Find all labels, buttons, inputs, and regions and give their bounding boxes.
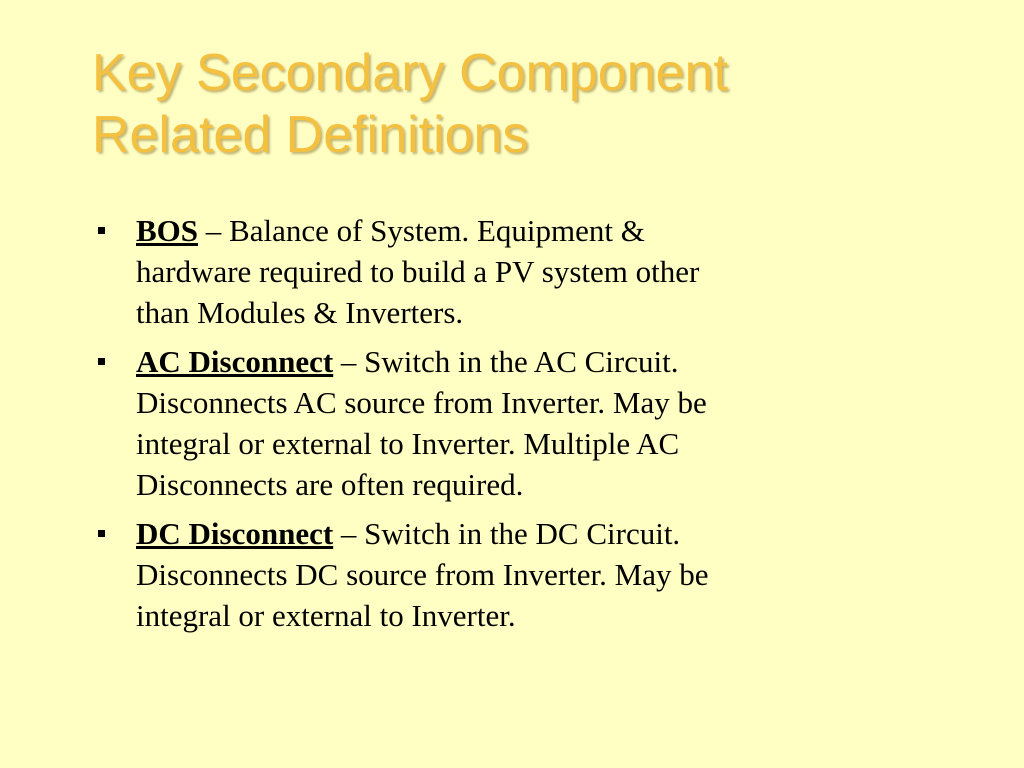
definition-term: BOS [136,213,199,248]
definition-list [98,210,878,644]
slide-title-line-1: Key Secondary Component [92,44,728,102]
square-bullet-icon [98,227,105,234]
definition-text: – Switch in the AC Circuit. [333,344,679,379]
definition-term: AC Disconnect [136,344,334,379]
definition-text-line: Disconnects DC source from Inverter. May be [136,557,709,592]
definition-first-line [136,513,878,554]
definition-item-ac-disconnect [98,341,878,505]
definition-text-line: Disconnects are often required. [136,467,524,502]
slide-title [92,42,972,166]
definition-text-line: Disconnects AC source from Inverter. May be [136,385,707,420]
definition-first-line [136,210,878,251]
definition-item-dc-disconnect [98,513,878,636]
definition-term: DC Disconnect [136,516,334,551]
square-bullet-icon [98,358,105,365]
definition-text-line: hardware required to build a PV system other [136,254,700,289]
slide-title-line-2: Related Definitions [92,106,529,164]
definition-text: – Switch in the DC Circuit. [333,516,681,551]
definition-text-line: integral or external to Inverter. Multiple AC [136,426,680,461]
definition-item-bos [98,210,878,333]
definition-text-line: than Modules & Inverters. [136,295,464,330]
definition-text-line: integral or external to Inverter. [136,598,516,633]
definition-first-line [136,341,878,382]
square-bullet-icon [98,530,105,537]
definition-text: – Balance of System. Equipment & [198,213,645,248]
